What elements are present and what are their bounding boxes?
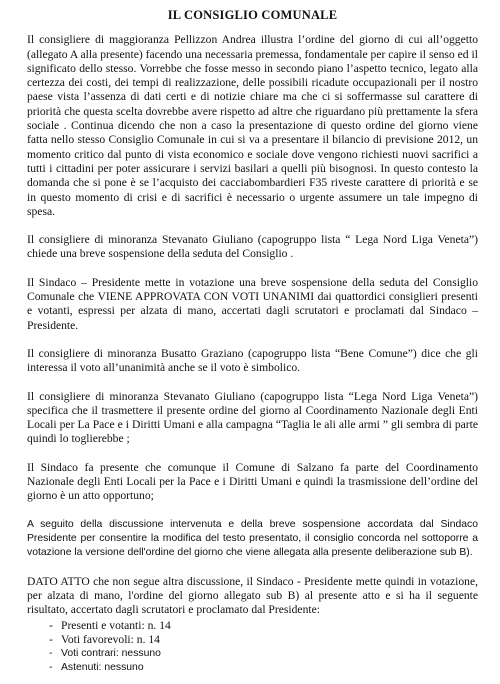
- bullet-dash: -: [49, 633, 53, 647]
- result-item: [49, 661, 478, 675]
- bullet-dash: -: [49, 619, 53, 633]
- page-title: IL CONSIGLIO COMUNALE: [167, 8, 338, 22]
- bullet-dash: -: [49, 648, 53, 660]
- voting-results-list: [27, 619, 478, 675]
- paragraph-sindaco-vote: Il Sindaco – Presidente mette in votazione una breve sospensione della seduta del Consiglio Comunale che VIENE APPROVATA CON VOTI UNANIMI dai quattordici consiglieri presenti e votanti, espressi per alzata di mano, accertati dagli scrutatori e proclamati dal Sindaco – Presidente.: [27, 275, 478, 332]
- paragraph-busatto: Il consigliere di minoranza Busatto Graziano (capogruppo lista “Bene Comune”) dice che gli interessa il voto all’unanimità anche se il voto è simbolico.: [27, 346, 478, 375]
- paragraph-sindaco-salzano: Il Sindaco fa presente che comunque il Comune di Salzano fa parte del Coordinamento Nazionale degli Enti Locali per la Pace e i Diritti Umani e quindi la trasmissione dell’ordine del giorno è un atto opportuno;: [27, 460, 478, 503]
- bullet-dash: -: [49, 662, 53, 674]
- result-item: [49, 647, 478, 661]
- result-text: Voti contrari: nessuno: [61, 648, 161, 660]
- result-item: [49, 633, 478, 647]
- result-text: Voti favorevoli: n. 14: [61, 633, 160, 647]
- result-item: [49, 619, 478, 633]
- result-text: Presenti e votanti: n. 14: [61, 619, 171, 633]
- paragraph-pellizzon: Il consigliere di maggioranza Pellizzon Andrea illustra l’ordine del giorno di cui all’oggetto (allegato A alla presente) facendo una necessaria premessa, fondamentale per capire il senso ed il significato dello stesso. Vorrebbe che fosse messo in secondo piano l’aspetto tecnico, legato alla certezza dei costi, dei tempi di realizzazione, delle possibili ricadute occupazionali per il nostro paese vista l’assenza di dati certi e di notizie chiare ma che ci si soffermasse sul carattere di priorità che questa scelta dovrebbe avere rispetto ad altre che riguardano più prettamente la sfera sociale . Continua dicendo che non a caso la presentazione di questo ordine del giorno viene fatta nello stesso Consiglio Comunale in cui si va a presentare il bilancio di previsione 2012, un momento critico dal punto di vista economico e sociale dove vengono richiesti nuovi sacrifici a tutti i cittadini per poter assicurare i servizi basilari a quelli più bisognosi. In questo contesto la domanda che si pone è se l’acquisto dei cacciabombardieri F35 riveste carattere di priorità e se in questo momento di crisi e di sacrifici è necessario o urgente assumere un tale impegno di spesa.: [27, 33, 478, 218]
- paragraph-discussione: A seguito della discussione intervenuta e della breve sospensione accordata dal Sindaco Presidente per consentire la modifica del testo presentato, il consiglio concorda nel sottoporre a votazione la versione dell'ordine del giorno che viene allegata alla presente deliberazione sub B).: [27, 518, 478, 559]
- paragraph-stevanato-request: Il consigliere di minoranza Stevanato Giuliano (capogruppo lista “ Lega Nord Liga Veneta”) chiede una breve sospensione della seduta del Consiglio .: [27, 233, 478, 261]
- result-text: Astenuti: nessuno: [61, 662, 144, 674]
- paragraph-stevanato-specifica: Il consigliere di minoranza Stevanato Giuliano (capogruppo lista “Lega Nord Liga Veneta”) specifica che il trasmettere il presente ordine del giorno al Coordinamento Nazionale degli Enti Locali per La Pace e i Diritti Umani e alla campagna “Taglia le ali alle armi ” gli sembra di parte quindi lo toglierebbe ;: [27, 389, 478, 446]
- paragraph-dato-atto: DATO ATTO che non segue altra discussione, il Sindaco - Presidente mette quindi in votazione, per alzata di mano, l'ordine del giorno allegato sub B) al presente atto e si ha il seguente risultato, accertato dagli scrutatori e proclamato dal Presidente:: [27, 574, 478, 617]
